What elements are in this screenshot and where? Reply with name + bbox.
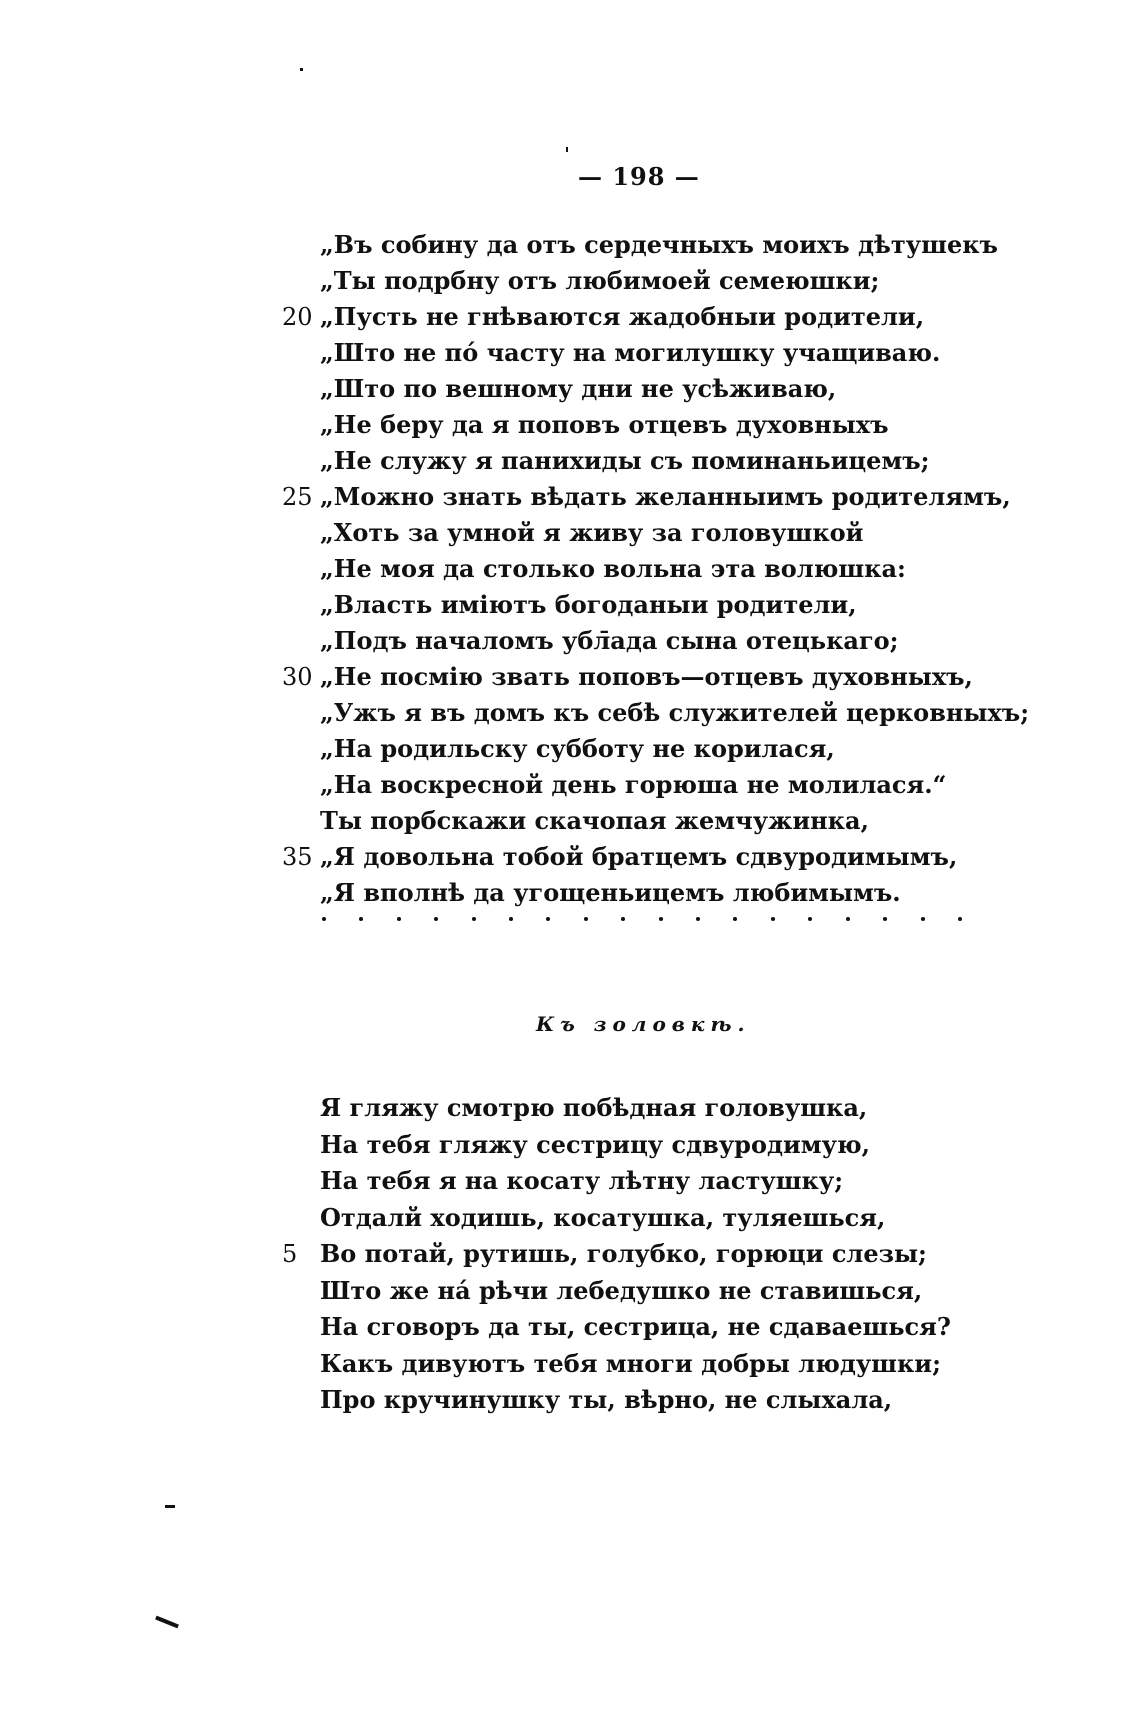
verse-text: „Не посмiю звать поповъ—отцевъ духовныхъ, xyxy=(320,662,973,691)
poem-lament xyxy=(0,227,1140,911)
verse-text: На тебя я на косату лѣтну ластушку; xyxy=(320,1166,844,1195)
verse-line xyxy=(0,1200,1140,1237)
verse-line xyxy=(0,1382,1140,1419)
ellipsis-dot xyxy=(621,917,625,921)
verse-line xyxy=(0,803,1140,839)
verse-line xyxy=(0,1090,1140,1127)
margin-speck xyxy=(165,1505,175,1508)
ellipsis-dot xyxy=(434,917,438,921)
verse-text: На сговоръ да ты, сестрица, не сдаваешься? xyxy=(320,1312,951,1341)
ellipsis-dot xyxy=(808,917,812,921)
verse-text: „Власть имiютъ богоданыи родители, xyxy=(320,590,857,619)
verse-line xyxy=(0,443,1140,479)
verse-text: „Пусть не гнѣваются жадобныи родители, xyxy=(320,302,925,331)
verse-line xyxy=(0,407,1140,443)
verse-text: „Не моя да столько вольна эта волюшка: xyxy=(320,554,906,583)
ellipsis-dot xyxy=(733,917,737,921)
ellipsis-dot xyxy=(472,917,476,921)
verse-text: Отдалй ходишь, косатушка, туляешься, xyxy=(320,1202,886,1232)
page-number: — 198 — xyxy=(578,162,700,191)
verse-line xyxy=(0,623,1140,659)
ellipsis-dot xyxy=(584,917,588,921)
verse-text: Про кручинушку ты, вѣрно, не слыхала, xyxy=(320,1385,893,1414)
verse-text: „На родильску субботу не корилася, xyxy=(320,734,835,763)
ellipsis-dot xyxy=(397,917,401,921)
verse-line xyxy=(0,263,1140,299)
verse-line xyxy=(0,1346,1140,1383)
ellipsis-dot xyxy=(883,917,887,921)
verse-text: „Што по вешному дни не усѣживаю, xyxy=(320,374,837,403)
verse-line: 25 „Можно знать вѣдать желанныимъ родителямъ, xyxy=(0,479,1140,515)
verse-line xyxy=(0,227,1140,263)
ellipsis-dot xyxy=(359,917,363,921)
verse-text: „Можно знать вѣдать желанныимъ родителямъ, xyxy=(320,482,1011,511)
verse-line: 35 „Я довольна тобой братцемъ сдвуродимымъ, xyxy=(0,839,1140,875)
margin-speck xyxy=(566,147,568,152)
verse-line xyxy=(0,875,1140,911)
verse-text: „Подъ началомъ убл̄ада сына отецькаго; xyxy=(320,626,899,655)
ellipsis-dot xyxy=(958,917,962,921)
verse-line xyxy=(0,1163,1140,1200)
verse-text: На тебя гляжу сестрицу сдвуродимую, xyxy=(320,1129,870,1159)
verse-text: „Въ собину да отъ сердечныхъ моихъ дѣтушекъ xyxy=(320,230,998,259)
ellipsis-dot xyxy=(846,917,850,921)
verse-line xyxy=(0,1309,1140,1346)
margin-speck xyxy=(155,1616,179,1629)
verse-line xyxy=(0,335,1140,371)
verse-text: Во потай, рутишь, голубко, горюци слезы; xyxy=(320,1239,927,1268)
verse-text: „Не беру да я поповъ отцевъ духовныхъ xyxy=(320,410,889,439)
verse-text: „Ужъ я въ домъ къ себѣ служителей церковныхъ; xyxy=(320,698,1030,727)
verse-text: „Я вполнѣ да угощеньицемъ любимымъ. xyxy=(320,878,901,907)
verse-text: Я гляжу смотрю побѣдная головушка, xyxy=(320,1093,868,1122)
ellipsis-dot xyxy=(509,917,513,921)
verse-text: „Хоть за умной я живу за головушкой xyxy=(320,518,864,547)
section-title: Къ золовкѣ. xyxy=(536,1012,751,1036)
verse-text: „Што не пó часту на могилушку учащиваю. xyxy=(320,338,941,367)
verse-line xyxy=(0,551,1140,587)
verse-line: 5 Во потай, рутишь, голубко, горюци слезы; xyxy=(0,1236,1140,1273)
verse-text: „На воскресной день горюша не молилася.“ xyxy=(320,770,947,799)
ellipsis-dot xyxy=(696,917,700,921)
verse-line xyxy=(0,731,1140,767)
ellipsis-dot xyxy=(659,917,663,921)
verse-line xyxy=(0,371,1140,407)
ellipsis-row xyxy=(322,917,962,921)
verse-line xyxy=(0,1127,1140,1164)
verse-line xyxy=(0,1273,1140,1310)
ellipsis-dot xyxy=(921,917,925,921)
verse-line xyxy=(0,767,1140,803)
verse-line xyxy=(0,587,1140,623)
verse-line xyxy=(0,695,1140,731)
ellipsis-dot xyxy=(322,917,326,921)
verse-text: „Ты подрбну отъ любимоей семеюшки; xyxy=(320,266,880,295)
verse-line: 20 „Пусть не гнѣваются жадобныи родители, xyxy=(0,299,1140,335)
verse-line xyxy=(0,515,1140,551)
margin-speck xyxy=(300,68,303,71)
verse-line: 30 „Не посмiю звать поповъ—отцевъ духовныхъ, xyxy=(0,659,1140,695)
verse-text: Ты порбскажи скачопая жемчужинка, xyxy=(320,806,869,835)
ellipsis-dot xyxy=(771,917,775,921)
verse-text: Што же нá рѣчи лебедушко не ставишься, xyxy=(320,1275,923,1305)
ellipsis-dot xyxy=(546,917,550,921)
verse-text: „Не служу я панихиды съ поминаньицемъ; xyxy=(320,446,930,475)
poem-to-sister-in-law xyxy=(0,1090,1140,1419)
verse-text: Какъ дивуютъ тебя многи добры людушки; xyxy=(320,1348,941,1378)
verse-text: „Я довольна тобой братцемъ сдвуродимымъ, xyxy=(320,842,958,871)
